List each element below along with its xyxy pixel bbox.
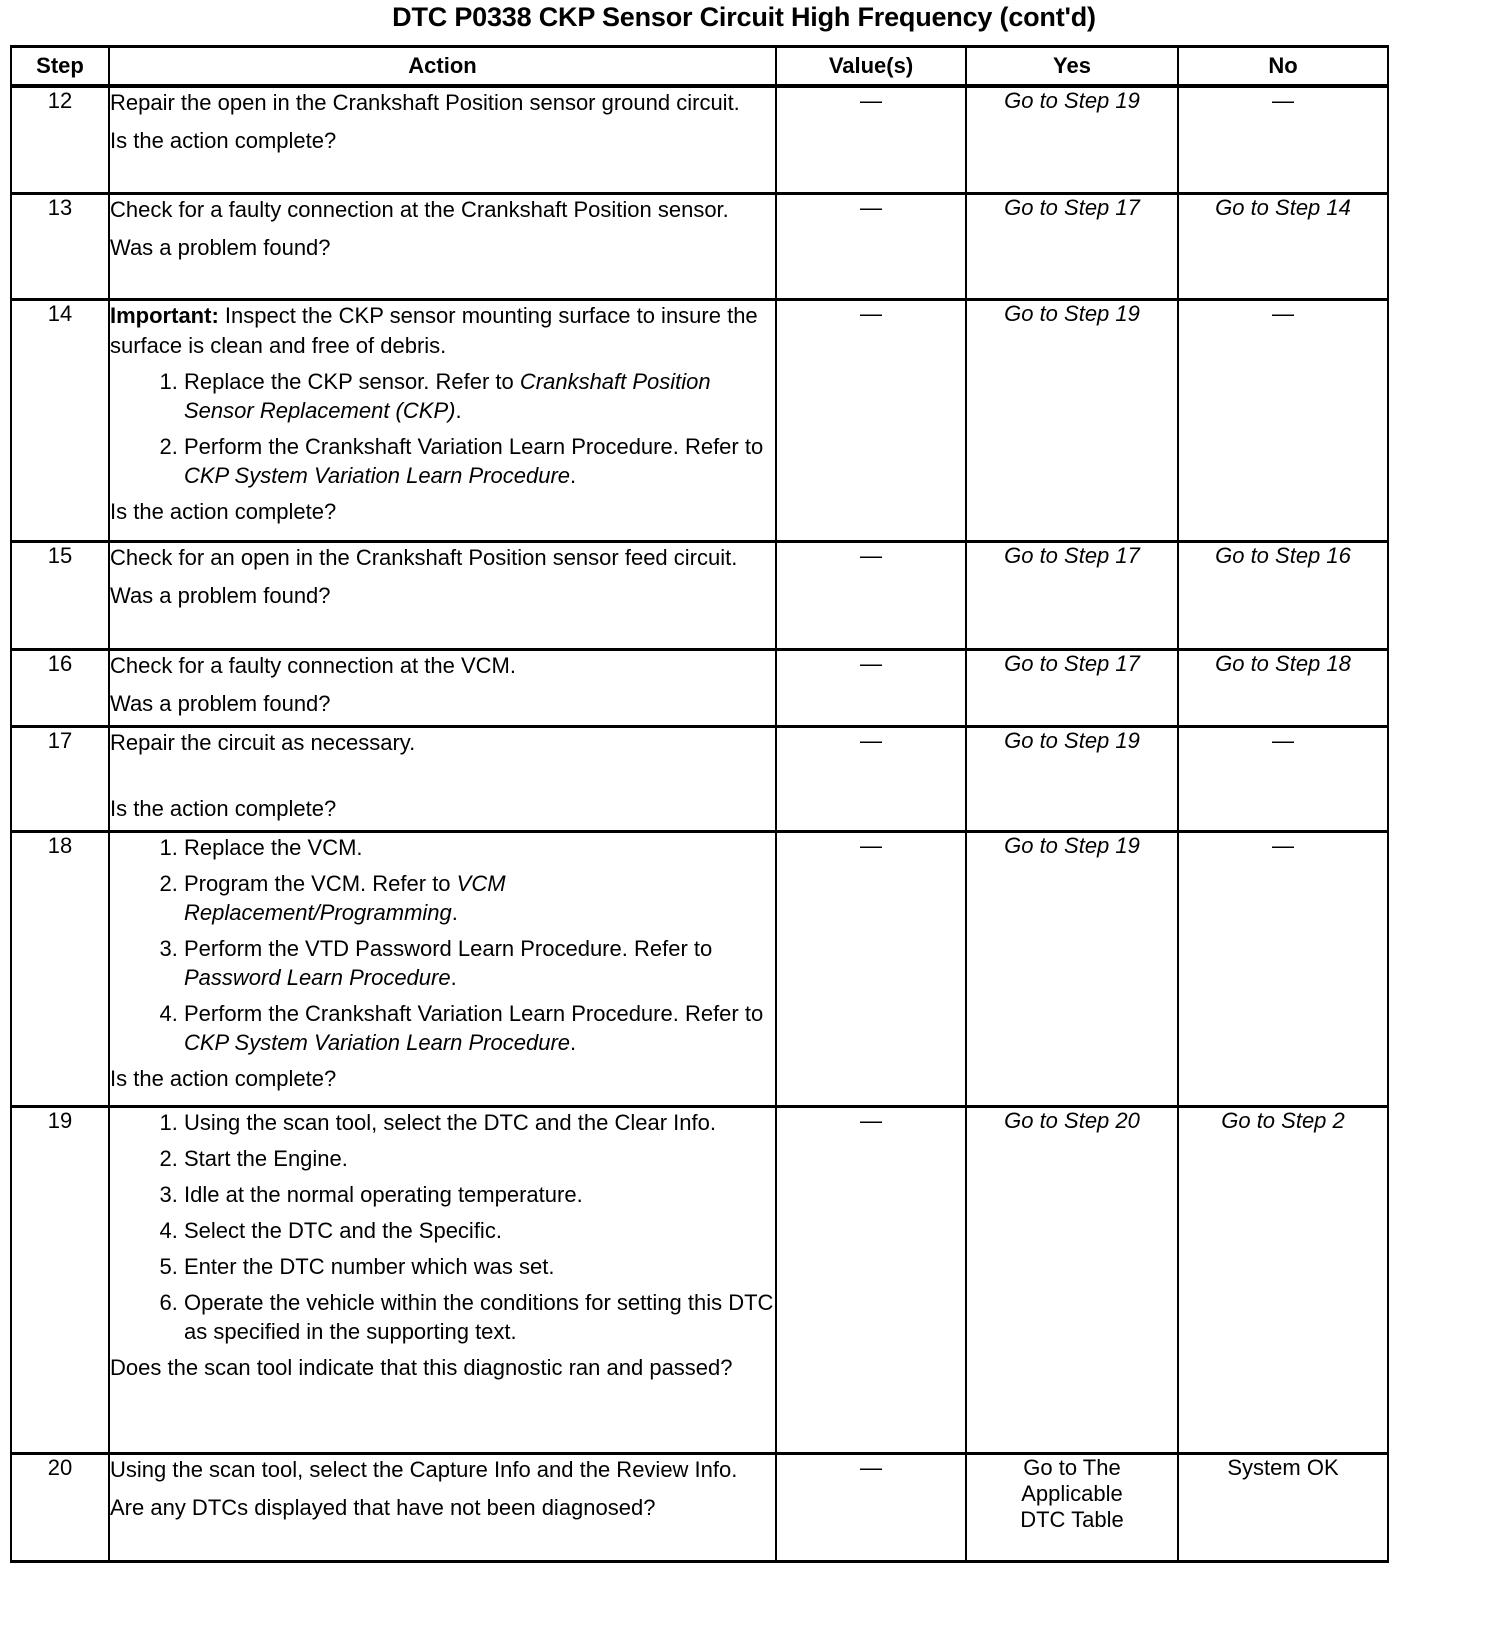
procedure-item xyxy=(184,869,775,927)
table-row xyxy=(11,831,1388,1106)
step-number: 14 xyxy=(11,299,109,541)
reference-link[interactable]: Password Learn Procedure xyxy=(184,964,451,990)
action-text: Repair the circuit as necessary. xyxy=(110,729,416,755)
action-question: Are any DTCs displayed that have not been diagnosed? xyxy=(110,1494,656,1520)
diagnostic-table xyxy=(10,45,1389,1563)
header-no: No xyxy=(1178,47,1388,87)
action-question: Was a problem found? xyxy=(110,582,331,608)
no-cell: Go to Step 16 xyxy=(1178,541,1388,649)
table-row xyxy=(11,649,1388,726)
action-cell xyxy=(109,541,776,649)
table-row xyxy=(11,726,1388,831)
procedure-end: . xyxy=(455,397,462,423)
important-note xyxy=(110,301,775,361)
procedure-item: 3. Idle at the normal operating temperature. xyxy=(184,1180,775,1209)
reference-link[interactable]: Crankshaft Position Sensor Replacement (CKP) xyxy=(184,368,711,423)
table-row xyxy=(11,1106,1388,1453)
step-number: 13 xyxy=(11,193,109,299)
step-number: 20 xyxy=(11,1453,109,1561)
yes-cell: Go to Step 19 xyxy=(966,299,1178,541)
action-question: Was a problem found? xyxy=(110,234,331,260)
no-cell: Go to Step 2 xyxy=(1178,1106,1388,1453)
procedure-item: 5. Enter the DTC number which was set. xyxy=(184,1252,775,1281)
action-question: Is the action complete? xyxy=(110,498,337,524)
no-cell: — xyxy=(1178,831,1388,1106)
procedure-text: Program the VCM. Refer to xyxy=(184,870,457,896)
important-text: Inspect the CKP sensor mounting surface to insure the surface is clean and free of debris. xyxy=(110,302,758,358)
value-cell: — xyxy=(776,1453,966,1561)
value-cell: — xyxy=(776,831,966,1106)
procedure-item xyxy=(184,432,775,490)
action-text: Check for a faulty connection at the Crankshaft Position sensor. xyxy=(110,196,729,222)
procedure-list xyxy=(110,833,775,1057)
yes-cell: Go to Step 19 xyxy=(966,726,1178,831)
procedure-list xyxy=(110,367,775,490)
step-number: 18 xyxy=(11,831,109,1106)
important-label: Important: xyxy=(110,302,219,328)
procedure-text: Perform the VTD Password Learn Procedure. Refer to xyxy=(184,935,713,961)
action-cell xyxy=(109,1106,776,1453)
reference-link[interactable]: VCM Replacement/Programming xyxy=(184,870,506,925)
action-cell xyxy=(109,86,776,193)
action-question: Was a problem found? xyxy=(110,690,331,716)
reference-link[interactable]: CKP System Variation Learn Procedure xyxy=(184,462,570,488)
procedure-item: 6. Operate the vehicle within the conditions for setting this DTC as specified in the supporting text. xyxy=(184,1288,775,1346)
value-cell: — xyxy=(776,1106,966,1453)
no-cell: — xyxy=(1178,86,1388,193)
yes-cell: Go to Step 17 xyxy=(966,649,1178,726)
yes-cell: Go to Step 19 xyxy=(966,86,1178,193)
yes-cell: Go to Step 20 xyxy=(966,1106,1178,1453)
value-cell: — xyxy=(776,649,966,726)
procedure-text: Perform the Crankshaft Variation Learn Procedure. Refer to xyxy=(184,433,764,459)
procedure-end: . xyxy=(570,462,577,488)
procedure-end: . xyxy=(570,1029,577,1055)
procedure-item xyxy=(184,367,775,425)
yes-cell: Go to Step 19 xyxy=(966,831,1178,1106)
value-cell: — xyxy=(776,726,966,831)
action-text: Check for a faulty connection at the VCM. xyxy=(110,652,516,678)
action-question: Is the action complete? xyxy=(110,1065,337,1091)
procedure-item xyxy=(184,934,775,992)
value-cell: — xyxy=(776,299,966,541)
step-number: 17 xyxy=(11,726,109,831)
yes-cell: Go to The Applicable DTC Table xyxy=(966,1453,1178,1561)
no-cell: System OK xyxy=(1178,1453,1388,1561)
table-row xyxy=(11,299,1388,541)
header-values: Value(s) xyxy=(776,47,966,87)
procedure-end: . xyxy=(450,964,457,990)
no-cell: Go to Step 14 xyxy=(1178,193,1388,299)
yes-cell: Go to Step 17 xyxy=(966,541,1178,649)
no-cell: — xyxy=(1178,726,1388,831)
action-question: Is the action complete? xyxy=(110,795,337,821)
action-text: Check for an open in the Crankshaft Position sensor feed circuit. xyxy=(110,544,738,570)
table-header-row xyxy=(11,47,1388,87)
procedure-text: Perform the Crankshaft Variation Learn Procedure. Refer to xyxy=(184,1000,764,1026)
step-number: 15 xyxy=(11,541,109,649)
step-number: 16 xyxy=(11,649,109,726)
table-row xyxy=(11,193,1388,299)
table-row xyxy=(11,86,1388,193)
action-cell xyxy=(109,831,776,1106)
action-cell xyxy=(109,1453,776,1561)
procedure-text: Replace the VCM. xyxy=(184,834,363,860)
reference-link[interactable]: CKP System Variation Learn Procedure xyxy=(184,1029,570,1055)
action-question: Does the scan tool indicate that this diagnostic ran and passed? xyxy=(110,1354,733,1380)
action-text: Repair the open in the Crankshaft Position sensor ground circuit. xyxy=(110,90,740,115)
action-text: Using the scan tool, select the Capture Info and the Review Info. xyxy=(110,1456,738,1482)
action-cell xyxy=(109,726,776,831)
no-cell: — xyxy=(1178,299,1388,541)
value-cell: — xyxy=(776,86,966,193)
procedure-item: 2. Start the Engine. xyxy=(184,1144,775,1173)
no-cell: Go to Step 18 xyxy=(1178,649,1388,726)
step-number: 19 xyxy=(11,1106,109,1453)
yes-cell: Go to Step 17 xyxy=(966,193,1178,299)
procedure-item xyxy=(184,833,775,862)
value-cell: — xyxy=(776,541,966,649)
header-action: Action xyxy=(109,47,776,87)
action-cell xyxy=(109,649,776,726)
page-title: DTC P0338 CKP Sensor Circuit High Frequency (cont'd) xyxy=(392,2,1096,32)
procedure-item: 1. Using the scan tool, select the DTC and the Clear Info. xyxy=(184,1108,775,1137)
procedure-list xyxy=(110,1108,775,1346)
procedure-end: . xyxy=(451,899,458,925)
procedure-text: Replace the CKP sensor. Refer to xyxy=(184,368,520,394)
step-number: 12 xyxy=(11,86,109,193)
action-cell xyxy=(109,193,776,299)
table-row xyxy=(11,1453,1388,1561)
procedure-item: 4. Select the DTC and the Specific. xyxy=(184,1216,775,1245)
table-row xyxy=(11,541,1388,649)
procedure-item xyxy=(184,999,775,1057)
header-yes: Yes xyxy=(966,47,1178,87)
action-question: Is the action complete? xyxy=(110,128,337,153)
value-cell: — xyxy=(776,193,966,299)
header-step: Step xyxy=(11,47,109,87)
action-cell xyxy=(109,299,776,541)
